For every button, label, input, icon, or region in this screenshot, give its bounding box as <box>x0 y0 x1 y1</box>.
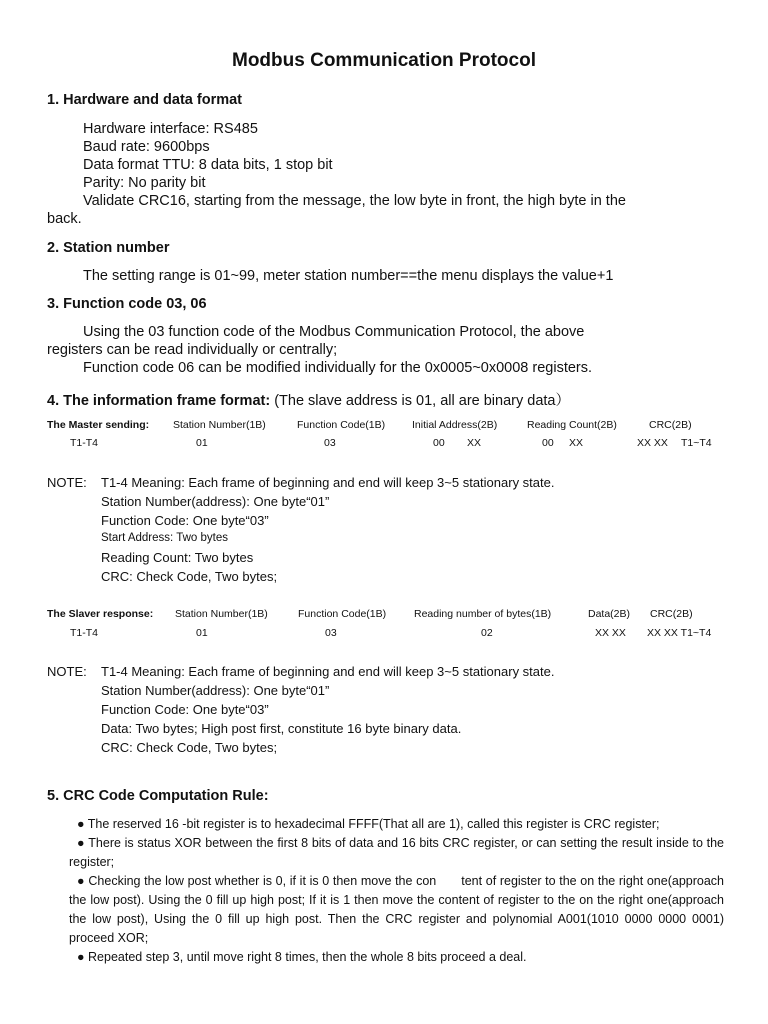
station-range-line: The setting range is 01~99, meter station number==the menu displays the value+1 <box>83 268 614 284</box>
slave-value-data: XX XX <box>595 627 626 639</box>
note-1-line: CRC: Check Code, Two bytes; <box>101 569 278 584</box>
section-3-heading: 3. Function code 03, 06 <box>47 296 207 312</box>
master-header-count: Reading Count(2B) <box>527 419 617 431</box>
note-2-line: Data: Two bytes; High post first, constitute 16 byte binary data. <box>101 721 462 736</box>
crc-rule-bullet: ● Checking the low post whether is 0, if it is 0 then move the con tent of register to the on the right one(approach the low post). Using the 0 fill up high post; If it is 1 then move the content of register to the on the right one(approach the low post), Using the 0 fill up high post. Then the CRC register and polynomial A001(1010 0000 0000 0001) proceed XOR; <box>69 874 724 945</box>
section-4-heading-note: (The slave address is 01, all are binary data） <box>274 393 570 409</box>
section-2-heading: 2. Station number <box>47 240 170 256</box>
note-1-line: Reading Count: Two bytes <box>101 550 254 565</box>
master-header-function: Function Code(1B) <box>297 419 386 431</box>
function-code-03-line: Using the 03 function code of the Modbus Communication Protocol, the above <box>83 324 585 340</box>
hardware-interface-line: Hardware interface: RS485 <box>83 121 258 137</box>
crc-rule-bullet: ● Repeated step 3, until move right 8 times, then the whole 8 bits proceed a deal. <box>77 950 527 964</box>
section-1-heading: 1. Hardware and data format <box>47 92 242 108</box>
section-4-heading: 4. The information frame format: <box>47 393 271 409</box>
note-2-line: Station Number(address): One byte“01” <box>101 683 330 698</box>
note-2-label: NOTE: <box>47 664 87 679</box>
slave-header-crc: CRC(2B) <box>650 608 693 620</box>
slave-header-data: Data(2B) <box>588 608 631 620</box>
data-format-line: Data format TTU: 8 data bits, 1 stop bit <box>83 157 333 173</box>
note-2-line: T1-4 Meaning: Each frame of beginning and end will keep 3~5 stationary state. <box>101 664 555 679</box>
validate-line: Validate CRC16, starting from the message, the low byte in front, the high byte in the <box>83 193 626 209</box>
note-2-line: Function Code: One byte“03” <box>101 702 269 717</box>
note-1-line: Start Address: Two bytes <box>101 532 228 544</box>
slave-value-t1t4: T1-T4 <box>70 627 99 639</box>
master-value-count-hi: 00 <box>542 437 554 449</box>
slave-header-function: Function Code(1B) <box>298 608 387 620</box>
note-1-line: Function Code: One byte“03” <box>101 513 269 528</box>
master-value-t1t4-end: T1~T4 <box>681 437 712 449</box>
slave-value-bytes: 02 <box>481 627 493 639</box>
master-value-count-lo: XX <box>569 437 584 449</box>
master-value-address-hi: 00 <box>433 437 445 449</box>
note-1-line: Station Number(address): One byte“01” <box>101 494 330 509</box>
baud-rate-line: Baud rate: 9600bps <box>83 139 210 155</box>
crc-rule-bullet: ● There is status XOR between the first 8 bits of data and 16 bits CRC register, or can setting the result inside to the register; <box>69 836 724 869</box>
slave-label: The Slaver response: <box>47 608 154 620</box>
slave-header-bytes: Reading number of bytes(1B) <box>414 608 552 620</box>
page-title: Modbus Communication Protocol <box>232 50 536 71</box>
master-header-station: Station Number(1B) <box>173 419 266 431</box>
slave-value-crc-t1t4: XX XX T1~T4 <box>647 627 712 639</box>
slave-value-station: 01 <box>196 627 208 639</box>
note-1-line: T1-4 Meaning: Each frame of beginning and end will keep 3~5 stationary state. <box>101 475 555 490</box>
slave-header-station: Station Number(1B) <box>175 608 268 620</box>
master-value-function: 03 <box>324 437 336 449</box>
master-value-station: 01 <box>196 437 208 449</box>
note-2-line: CRC: Check Code, Two bytes; <box>101 740 278 755</box>
function-code-06-line: Function code 06 can be modified individually for the 0x0005~0x0008 registers. <box>83 360 593 376</box>
section-5-heading: 5. CRC Code Computation Rule: <box>47 788 269 804</box>
slave-value-function: 03 <box>325 627 337 639</box>
master-value-address-lo: XX <box>467 437 482 449</box>
master-header-crc: CRC(2B) <box>649 419 692 431</box>
note-1-label: NOTE: <box>47 475 87 490</box>
master-header-address: Initial Address(2B) <box>412 419 498 431</box>
crc-rule-bullet: ● The reserved 16 -bit register is to hexadecimal FFFF(That all are 1), called this register is CRC register; <box>77 817 660 831</box>
section-4-heading-row <box>47 389 570 410</box>
master-label: The Master sending: <box>47 419 150 431</box>
validate-line-cont: back. <box>47 211 82 227</box>
master-value-crc: XX XX <box>637 437 668 449</box>
function-code-03-line-cont: registers can be read individually or centrally; <box>47 342 338 358</box>
master-value-t1t4: T1-T4 <box>70 437 99 449</box>
parity-line: Parity: No parity bit <box>83 175 206 191</box>
